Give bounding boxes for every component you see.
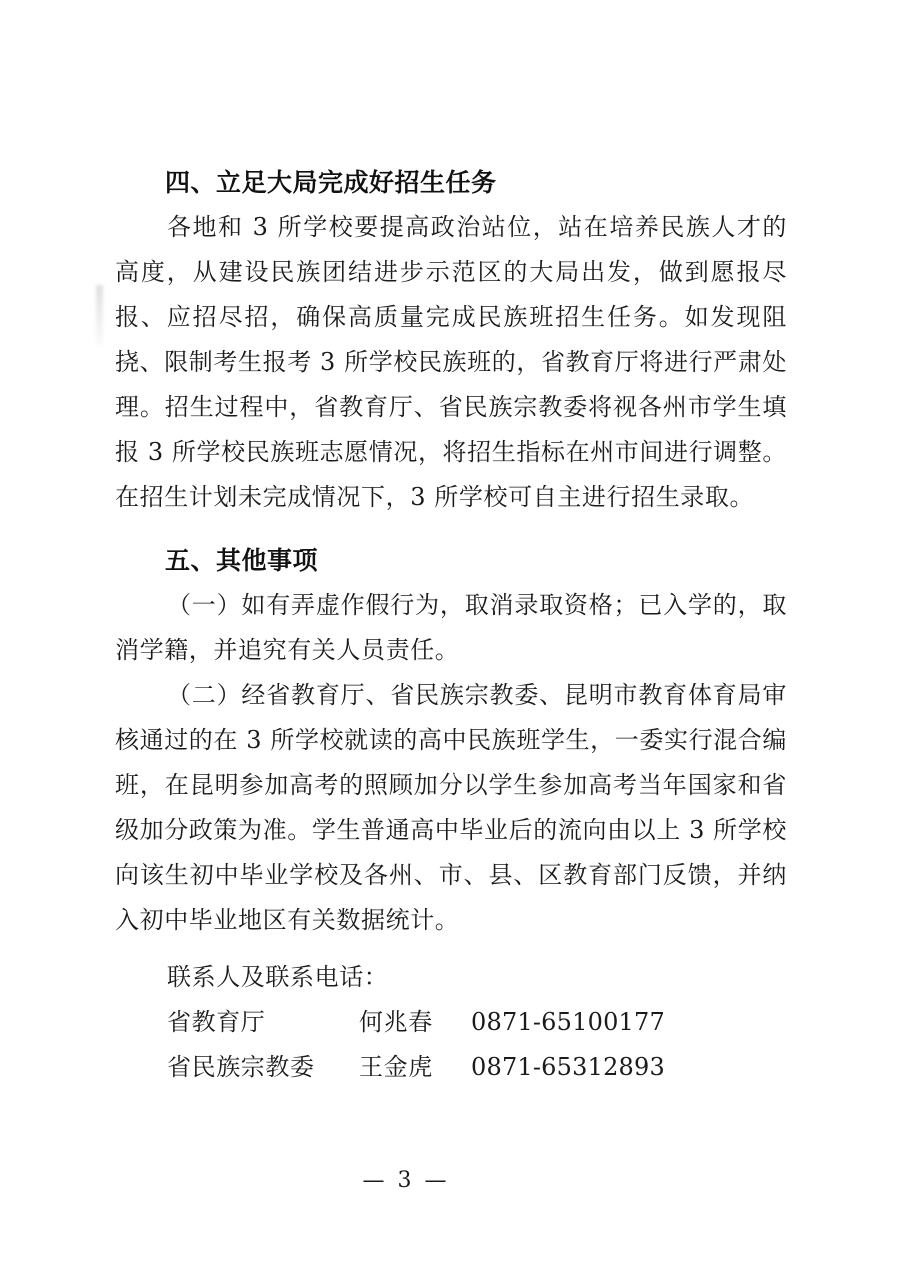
section-heading-four: 四、立足大局完成好招生任务 (165, 168, 497, 197)
section-heading-five: 五、其他事项 (165, 546, 319, 575)
contact-person-name: 何兆春 (359, 1008, 433, 1036)
contact-phone-number: 0871-65100177 (471, 1008, 665, 1036)
contact-lead-label: 联系人及联系电话： (167, 963, 389, 991)
contact-organization: 省教育厅 (167, 1008, 266, 1036)
contact-row (115, 1000, 787, 1045)
document-body (115, 160, 787, 1090)
contact-block (115, 955, 787, 1090)
scan-artifact (96, 285, 103, 347)
contact-person-name: 王金虎 (359, 1053, 433, 1081)
section-four-paragraph-1: 各地和 3 所学校要提高政治站位，站在培养民族人才的高度，从建设民族团结进步示范区的大局出发，做到愿报尽报、应招尽招，确保高质量完成民族班招生任务。如发现阻挠、限制考生报考 3 所学校民族班的，省教育厅将进行严肃处理。招生过程中，省教育厅、省民族宗教委将视各州市学生填报 3 所学校民族班志愿情况，将招生指标在州市间进行调整。在招生计划未完成情况下，3 所学校可自主进行招生录取。 (115, 213, 787, 511)
contact-row (115, 1045, 787, 1090)
page-footer (0, 1168, 900, 1193)
section-five-item-two: （二）经省教育厅、省民族宗教委、昆明市教育体育局审核通过的在 3 所学校就读的高中民族班学生，一委实行混合编班，在昆明参加高考的照顾加分以学生参加高考当年国家和省级加分政策为准。学生普通高中毕业后的流向由以上 3 所学校向该生初中毕业学校及各州、市、县、区教育部门反馈，并纳入初中毕业地区有关数据统计。 (115, 681, 787, 934)
contact-organization: 省民族宗教委 (167, 1053, 315, 1081)
section-five-item-one: （一）如有弄虚作假行为，取消录取资格；已入学的，取消学籍，并追究有关人员责任。 (115, 591, 787, 664)
contact-phone-number: 0871-65312893 (471, 1053, 665, 1081)
page-number: — 3 — (362, 1168, 450, 1193)
